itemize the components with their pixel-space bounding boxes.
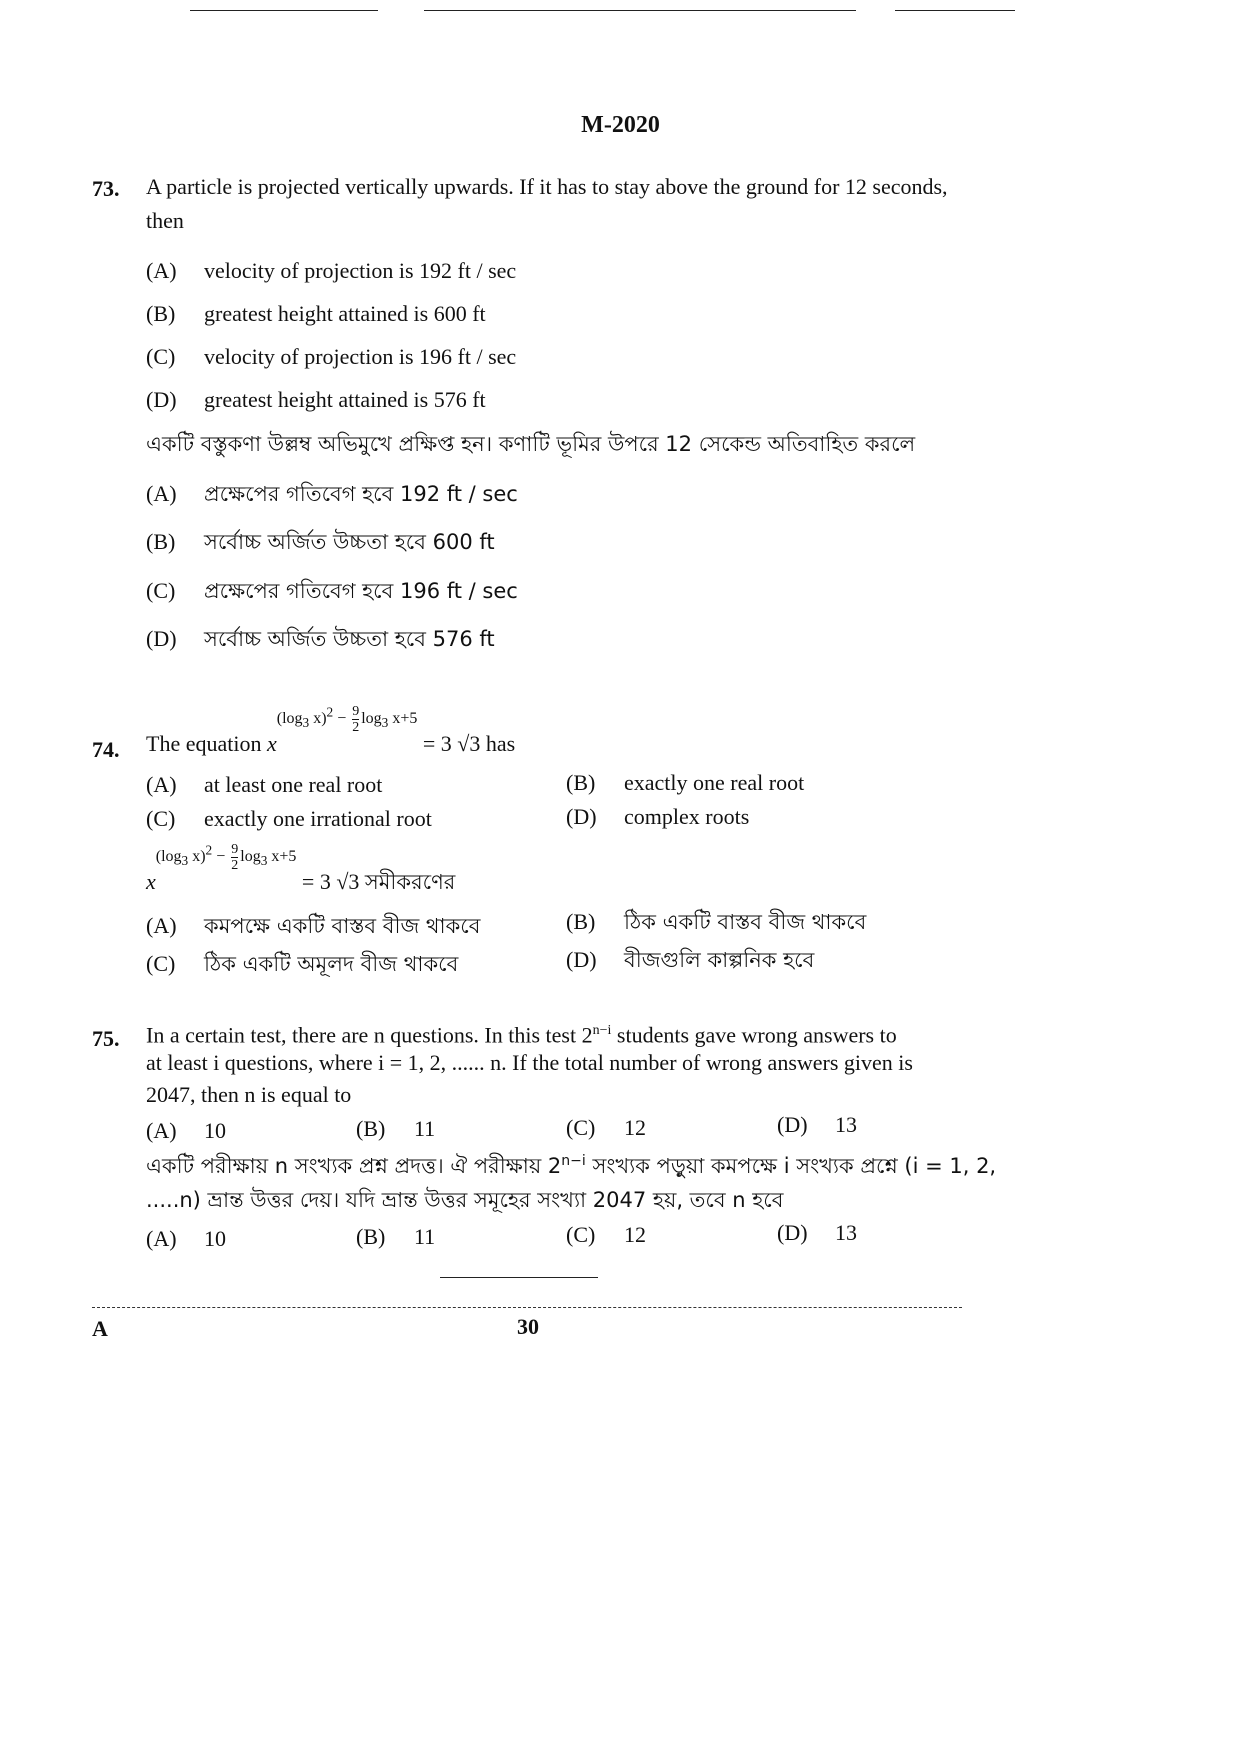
option-label: (D) xyxy=(777,1220,808,1245)
option-text: সর্বোচ্চ অর্জিত উচ্চতা হবে 576 ft xyxy=(204,627,495,651)
option-text: 11 xyxy=(414,1116,436,1141)
q73-en-option-b xyxy=(146,301,486,327)
exp-fraction xyxy=(352,704,359,735)
q75-number: 75. xyxy=(92,1026,120,1051)
q75-bn-option-a xyxy=(146,1226,226,1252)
option-label: (A) xyxy=(146,1118,177,1143)
option-label: (A) xyxy=(146,481,177,506)
q73-english-text: A particle is projected vertically upwards. If it has to stay above the ground for 12 seconds, then xyxy=(146,174,948,233)
q74-prefix: The equation xyxy=(146,731,262,757)
equation-exponent xyxy=(155,842,297,873)
option-text: ঠিক একটি বাস্তব বীজ থাকবে xyxy=(624,910,867,934)
q75-line1-part-a: In a certain test, there are n questions. In this test 2 xyxy=(146,1022,593,1048)
q75-exponent: n−i xyxy=(592,1023,612,1038)
exp-var-a: x) xyxy=(188,848,206,866)
option-text: 11 xyxy=(414,1224,436,1249)
exp-tail: x+5 xyxy=(388,710,418,728)
q75-bn-line1-part-a: একটি পরীক্ষায় n সংখ্যক প্রশ্ন প্রদত্ত। ঐ পরীক্ষায় 2 xyxy=(146,1154,562,1178)
q75-bn-exponent: n−i xyxy=(561,1153,586,1169)
option-text: 10 xyxy=(204,1226,226,1251)
fraction-denominator: 2 xyxy=(231,858,239,873)
q74-equation-en xyxy=(146,704,515,757)
fraction-denominator: 2 xyxy=(352,720,360,735)
q75-bn-option-c xyxy=(566,1222,646,1248)
top-rule-middle xyxy=(424,10,856,11)
option-text: greatest height attained is 600 ft xyxy=(204,301,486,326)
footer-dashed-rule xyxy=(92,1307,962,1308)
option-label: (B) xyxy=(356,1224,386,1249)
option-text: at least one real root xyxy=(204,772,383,797)
option-label: (A) xyxy=(146,913,177,938)
option-label: (C) xyxy=(146,344,176,369)
exp-log-b: log xyxy=(240,848,261,866)
option-label: (C) xyxy=(566,1115,596,1140)
equation-base: x xyxy=(266,731,277,757)
option-label: (C) xyxy=(566,1222,596,1247)
q74-equation-bn xyxy=(146,842,455,901)
q75-en-option-a xyxy=(146,1118,226,1144)
option-text: কমপক্ষে একটি বাস্তব বীজ থাকবে xyxy=(204,914,481,938)
exp-log-a: (log xyxy=(276,710,303,728)
end-of-questions-rule xyxy=(440,1277,598,1278)
q74-bn-option-a xyxy=(146,910,480,945)
option-text: প্রক্ষেপের গতিবেগ হবে 192 ft / sec xyxy=(204,482,518,506)
q75-bengali-line1 xyxy=(146,1150,996,1185)
q74-en-option-c xyxy=(146,806,432,832)
q74-en-option-d xyxy=(566,804,749,830)
top-rule-right xyxy=(895,10,1015,11)
fraction-numerator: 9 xyxy=(352,704,360,719)
q75-bengali-line2: .....n) ভ্রান্ত উত্তর দেয়। যদি ভ্রান্ত উত্তর সমূহের সংখ্যা 2047 হয়, তবে n হবে xyxy=(146,1188,784,1212)
exp-sub-b: 3 xyxy=(381,715,389,731)
q73-bn-option-c xyxy=(146,575,518,610)
exp-square: 2 xyxy=(205,842,213,858)
footer-page-number: 30 xyxy=(517,1314,539,1339)
option-label: (D) xyxy=(566,947,597,972)
option-label: (B) xyxy=(566,909,596,934)
option-text: greatest height attained is 576 ft xyxy=(204,387,486,412)
footer-set-letter: A xyxy=(92,1316,108,1341)
q74-bn-option-b xyxy=(566,906,866,941)
q73-bengali-text: একটি বস্তুকণা উল্লম্ব অভিমুখে প্রক্ষিপ্ত হন। কণাটি ভূমির উপরে 12 সেকেন্ড অতিবাহিত করলে xyxy=(146,432,916,456)
exp-minus: − xyxy=(212,848,230,866)
option-label: (D) xyxy=(146,626,177,651)
q73-number: 73. xyxy=(92,176,120,201)
option-text: 10 xyxy=(204,1118,226,1143)
q75-english-line3: 2047, then n is equal to xyxy=(146,1082,352,1107)
equation-exponent xyxy=(276,704,418,735)
q73-en-option-d xyxy=(146,387,486,413)
q74-en-option-a xyxy=(146,772,382,798)
option-text: 13 xyxy=(835,1220,857,1245)
q74-bn-suffix: সমীকরণের xyxy=(364,870,456,895)
q75-en-option-d xyxy=(777,1112,857,1138)
option-text: exactly one real root xyxy=(624,770,805,795)
q73-bn-option-a xyxy=(146,478,518,513)
exp-log-a: (log xyxy=(155,848,182,866)
q75-bn-option-d xyxy=(777,1220,857,1246)
option-label: (B) xyxy=(356,1116,386,1141)
option-label: (D) xyxy=(777,1112,808,1137)
exp-minus: − xyxy=(333,710,351,728)
q74-bn-option-d xyxy=(566,944,814,979)
q74-bn-option-c xyxy=(146,948,458,983)
q73-bn-option-d xyxy=(146,623,495,658)
q75-bn-line1-part-b: সংখ্যক পড়ুয়া কমপক্ষে i সংখ্যক প্রশ্নে (i = 1, 2, xyxy=(585,1154,997,1178)
q74-en-option-b xyxy=(566,770,804,796)
equation-base: x xyxy=(146,869,156,895)
q74-number: 74. xyxy=(92,737,120,762)
option-text: velocity of projection is 196 ft / sec xyxy=(204,344,517,369)
equation-rhs: = 3 √3 xyxy=(301,869,360,895)
q75-line1-part-b: students gave wrong answers to xyxy=(611,1022,897,1048)
exp-tail: x+5 xyxy=(267,848,297,866)
q73-en-option-a xyxy=(146,258,516,284)
option-label: (D) xyxy=(146,387,177,412)
option-label: (C) xyxy=(146,806,176,831)
option-text: প্রক্ষেপের গতিবেগ হবে 196 ft / sec xyxy=(204,579,518,603)
q75-english-line2: at least i questions, where i = 1, 2, ...... n. If the total number of wrong answers given is xyxy=(146,1050,913,1075)
top-rule-left xyxy=(190,10,378,11)
q73-en-option-c xyxy=(146,344,516,370)
option-text: complex roots xyxy=(624,804,750,829)
option-text: 12 xyxy=(624,1222,646,1247)
option-text: ঠিক একটি অমূলদ বীজ থাকবে xyxy=(204,952,459,976)
option-text: 13 xyxy=(835,1112,857,1137)
option-text: exactly one irrational root xyxy=(204,806,432,831)
fraction-numerator: 9 xyxy=(231,842,239,857)
exp-sub-a: 3 xyxy=(302,715,310,731)
option-text: বীজগুলি কাল্পনিক হবে xyxy=(624,948,815,972)
q75-en-option-c xyxy=(566,1115,646,1141)
q73-bn-option-b xyxy=(146,526,495,561)
paper-code: M-2020 xyxy=(581,112,660,138)
exp-var-a: x) xyxy=(309,710,327,728)
exp-log-b: log xyxy=(361,710,382,728)
option-text: সর্বোচ্চ অর্জিত উচ্চতা হবে 600 ft xyxy=(204,530,495,554)
exp-fraction xyxy=(231,842,238,873)
q75-en-option-b xyxy=(356,1116,435,1142)
exp-square: 2 xyxy=(326,704,334,720)
option-label: (B) xyxy=(146,529,176,554)
option-text: 12 xyxy=(624,1115,646,1140)
option-label: (B) xyxy=(146,301,176,326)
option-label: (A) xyxy=(146,1226,177,1251)
option-label: (A) xyxy=(146,258,177,283)
option-text: velocity of projection is 192 ft / sec xyxy=(204,258,517,283)
option-label: (D) xyxy=(566,804,597,829)
option-label: (C) xyxy=(146,578,176,603)
option-label: (A) xyxy=(146,772,177,797)
q74-suffix: has xyxy=(485,731,516,757)
exp-sub-b: 3 xyxy=(260,853,268,869)
option-label: (B) xyxy=(566,770,596,795)
equation-rhs: = 3 √3 xyxy=(422,731,481,757)
exp-sub-a: 3 xyxy=(181,853,189,869)
q75-bn-option-b xyxy=(356,1224,435,1250)
option-label: (C) xyxy=(146,951,176,976)
